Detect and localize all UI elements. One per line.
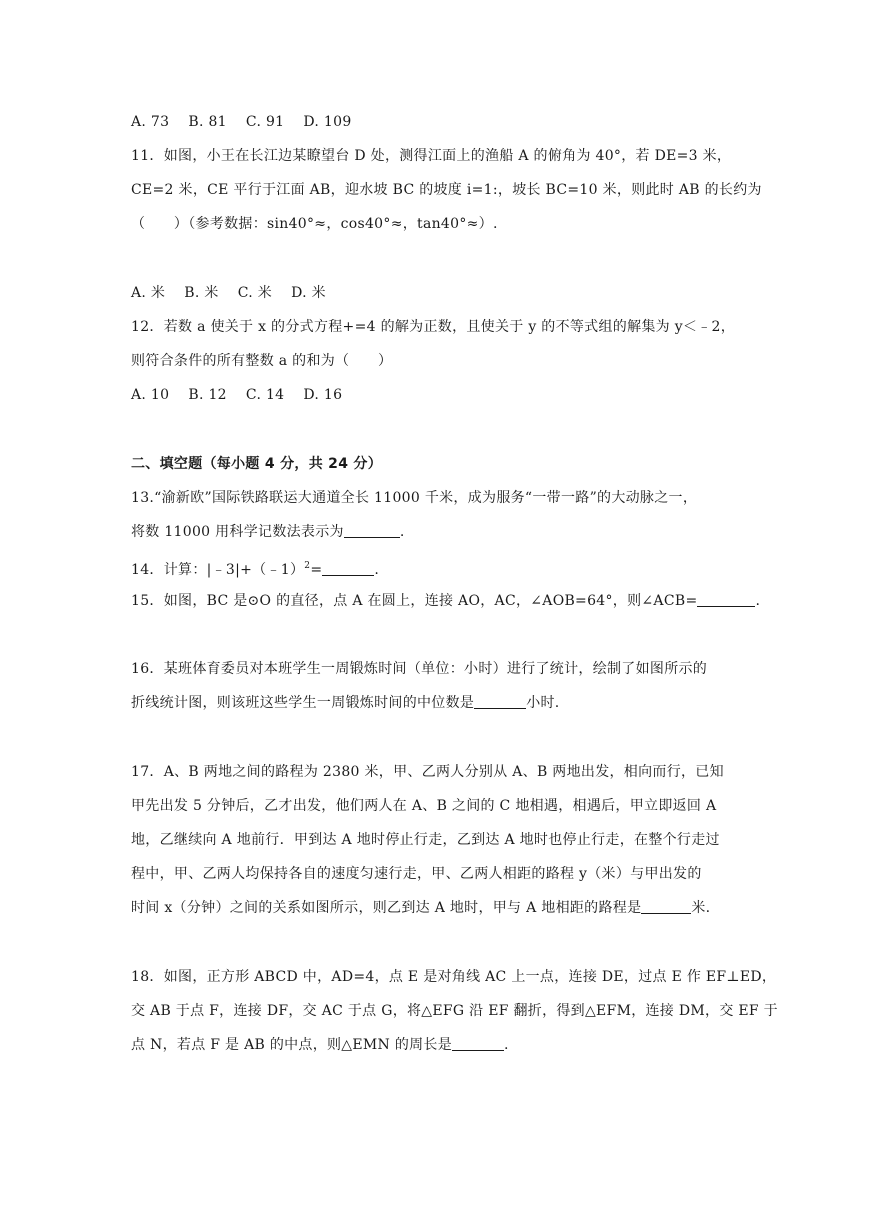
q17-answer-blank[interactable] — [641, 899, 691, 914]
q18-text: 点 N，若点 F 是 AB 的中点，则△EMN 的周长是 — [131, 1037, 453, 1053]
q12-line-1: 12．若数 a 使关于 x 的分式方程+=4 的解为正数，且使关于 y 的不等式组的解集为 y＜﹣2， — [131, 319, 736, 335]
q17-line-2: 甲先出发 5 分钟后，乙才出发，他们两人在 A、B 之间的 C 地相遇，相遇后，甲立即返回 A — [131, 798, 717, 814]
q13-text: 将数 11000 用科学记数法表示为 — [131, 524, 344, 540]
q13-line-1: 13.“渝新欧”国际铁路联运大通道全长 11000 千米，成为服务“一带一路”的大动脉之一， — [131, 490, 698, 506]
q16-text: 折线统计图，则该班这些学生一周锻炼时间的中位数是 — [131, 695, 475, 711]
section-2-title: 二、填空题（每小题 4 分，共 24 分） — [131, 456, 383, 472]
q15-answer-blank[interactable] — [697, 592, 755, 607]
q16-line-2 — [131, 693, 560, 713]
q16-answer-blank[interactable] — [474, 694, 526, 709]
q14-text: 14．计算：|﹣3|+（﹣1） — [131, 562, 305, 578]
q13-end: . — [399, 524, 405, 540]
q11-line-3: （ ）（参考数据：sin40°≈，cos40°≈，tan40°≈）. — [131, 216, 498, 232]
q15-end: . — [755, 593, 761, 609]
q18-end: . — [504, 1037, 509, 1053]
q14-end: . — [374, 562, 380, 578]
q17-end: 米. — [691, 900, 711, 916]
q18-answer-blank[interactable] — [452, 1036, 504, 1051]
q17-line-4: 程中，甲、乙两人均保持各自的速度匀速行走，甲、乙两人相距的路程 y（米）与甲出发的 — [131, 866, 702, 882]
q14-line — [131, 556, 379, 580]
q11-line-2: CE=2 米，CE 平行于江面 AB，迎水坡 BC 的坡度 i=1:，坡长 BC=10 米，则此时 AB 的长约为 — [131, 182, 762, 198]
q10-options: A. 73 B. 81 C. 91 D. 109 — [131, 114, 352, 130]
q12-line-2: 则符合条件的所有整数 a 的和为（ ） — [131, 353, 393, 369]
q17-text: 时间 x（分钟）之间的关系如图所示，则乙到达 A 地时，甲与 A 地相距的路程是 — [131, 900, 642, 916]
q18-line-3 — [131, 1035, 509, 1055]
q14-equals: = — [310, 562, 323, 578]
q17-line-1: 17．A、B 两地之间的路程为 2380 米，甲、乙两人分别从 A、B 两地出发，相向而行，已知 — [131, 764, 724, 780]
q16-line-1: 16．某班体育委员对本班学生一周锻炼时间（单位：小时）进行了统计，绘制了如图所示的 — [131, 661, 708, 677]
q17-line-3: 地，乙继续向 A 地前行．甲到达 A 地时停止行走，乙到达 A 地时也停止行走，在整个行走过 — [131, 832, 720, 848]
q16-end: 小时. — [526, 695, 560, 711]
q11-line-1: 11．如图，小王在长江边某瞭望台 D 处，测得江面上的渔船 A 的俯角为 40°，若 DE=3 米， — [131, 148, 732, 164]
q15-text: 15．如图，BC 是⊙O 的直径，点 A 在圆上，连接 AO，AC，∠AOB=64°，则∠ACB= — [131, 593, 698, 609]
q14-exponent: 2 — [304, 561, 311, 571]
q13-answer-blank[interactable] — [344, 523, 400, 538]
q13-line-2 — [131, 522, 405, 542]
q18-line-2: 交 AB 于点 F，连接 DF，交 AC 于点 G，将△EFG 沿 EF 翻折，得到△EFM，连接 DM，交 EF 于 — [131, 1003, 778, 1019]
q15-line — [131, 591, 760, 611]
q14-answer-blank[interactable] — [322, 561, 374, 576]
q17-line-5 — [131, 898, 710, 918]
q18-line-1: 18．如图，正方形 ABCD 中，AD=4，点 E 是对角线 AC 上一点，连接 DE，过点 E 作 EF⊥ED， — [131, 969, 777, 985]
q11-options: A. 米 B. 米 C. 米 D. 米 — [131, 285, 326, 301]
q12-options: A. 10 B. 12 C. 14 D. 16 — [131, 387, 343, 403]
